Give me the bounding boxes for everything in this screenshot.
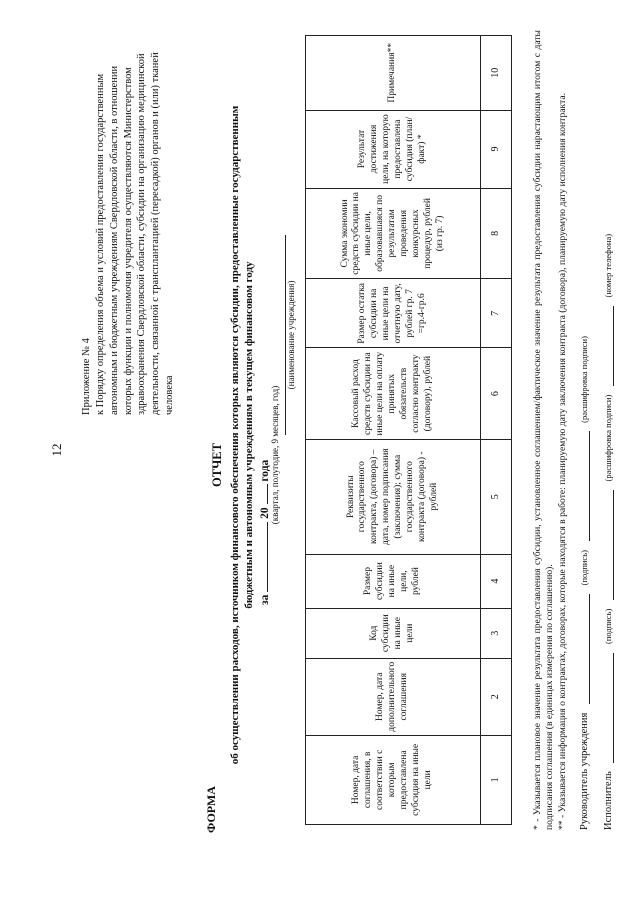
table-number-row (481, 36, 512, 825)
executor-sign-hint: (подпись) (603, 608, 613, 645)
table-number-cell: 3 (481, 608, 512, 658)
signature-block (578, 30, 614, 830)
footnote-2: ** - Указывается информация о контрактах, договорах, которые находятся в работе: планируемую дату заключения контракта (договора), планируемую дату исполнения контракта. (556, 92, 568, 830)
report-table (305, 35, 512, 825)
table-number-cell: 5 (481, 439, 512, 554)
table-number-cell: 1 (481, 735, 512, 824)
table-header-cell: Кассовый расход средств субсидии на иные цели на оплату принятых обязательств согласно контракту (договору), рублей (306, 348, 481, 439)
table-header-cell: Результат достижения цели, на которую предоставлена субсидия (план/факт) * (306, 110, 481, 188)
head-name-line (578, 431, 590, 541)
appendix-title: Приложение № 4 (81, 338, 92, 415)
table-header-cell: Размер остатка субсидии на иные цели на отчетную дату, рублей гр. 7 =гр.4-гр.6 (306, 279, 481, 348)
table-number-cell: 6 (481, 348, 512, 439)
head-label: Руководитель учреждения (579, 712, 590, 830)
executor-name-line (602, 490, 614, 600)
appendix-line: автономным и бюджетным учреждениям Свердловской области, в отношении (108, 65, 120, 415)
table-header-row (306, 36, 481, 825)
head-sign-hint: (подпись) (579, 550, 589, 586)
table-number-cell: 10 (481, 36, 512, 111)
period-suffix: года (259, 459, 271, 482)
footnotes (532, 30, 569, 830)
year-blank (256, 485, 268, 505)
table-header-cell: Реквизиты государственного контракта, (договора) – дата, номер подписания (заключения); сумма государственного контракта (договора) - рублей (306, 439, 481, 554)
appendix-line: которых функции и полномочия учредителя осуществляются Министерством (122, 67, 134, 415)
period-year: 20 (259, 507, 271, 519)
appendix-line: человека (164, 375, 176, 415)
table-header-cell: Размер субсидии на иные цели, рублей (306, 554, 481, 608)
executor-sign-line (602, 653, 614, 763)
report-subtitle-line-1: об осуществлении расходов, источником финансового обеспечения которых являются субсидии, предоставленные государственным (229, 105, 241, 765)
executor-phone-hint: (номер телефона) (603, 233, 613, 298)
period-prefix: за (259, 594, 271, 605)
table-header-cell: Примечания** (306, 36, 481, 111)
appendix-line: деятельности, связанной с трансплантацией (пересадкой) органов и (или) тканей (150, 52, 162, 415)
table-header-cell: Сумма экономии средств субсидии на иные цели, образовавшаяся по результатам проведения конкурсных процедур, рублей (из гр. 7) (306, 188, 481, 279)
appendix-line: здравоохранения Свердловской области, субсидии на организацию медицинской (136, 53, 148, 415)
report-title: ОТЧЕТ (210, 443, 224, 487)
head-sign-line (578, 594, 590, 704)
executor-label: Исполнитель (603, 771, 614, 830)
report-subtitle (228, 25, 257, 845)
table-number-cell: 9 (481, 110, 512, 188)
table-number-cell: 2 (481, 658, 512, 735)
executor-phone-line (602, 306, 614, 386)
appendix-line: к Порядку определения объема и условий предоставления государственным (94, 73, 106, 415)
page-number: 12 (49, 443, 64, 457)
institution-hint: (наименование учреждения) (285, 235, 296, 435)
form-label: ФОРМА (204, 786, 218, 833)
table-number-cell: 4 (481, 554, 512, 608)
table-header-cell: Код субсидии на иные цели (306, 608, 481, 658)
report-period (256, 285, 271, 605)
period-hint: (квартал, полугодие, 9 месяцев, год) (270, 385, 280, 525)
head-signature-row (578, 30, 590, 830)
head-name-hint: (расшифровка подписи) (579, 336, 589, 423)
executor-signature-row (602, 30, 614, 830)
footnote-1: * - Указывается плановое значение результата предоставления субсидии, установленное соглашением/фактическое значение результата предоставления субсидии нарастающим итогом с даты подписания соглашения (в единицах измерения по соглашению). (532, 30, 556, 830)
appendix-block (80, 15, 177, 415)
table-number-cell: 7 (481, 279, 512, 348)
table-header-cell: Номер, дата дополнительного соглашения (306, 658, 481, 735)
table-number-cell: 8 (481, 188, 512, 279)
period-blank (256, 522, 268, 592)
executor-name-hint: (расшифровка подписи) (603, 394, 613, 482)
report-subtitle-line-2: бюджетным и автономным учреждениям в текущем финансовом году (243, 261, 256, 609)
table-header-cell: Номер, дата соглашения, в соответствии с которым предоставлена субсидия на иные цели (306, 735, 481, 824)
